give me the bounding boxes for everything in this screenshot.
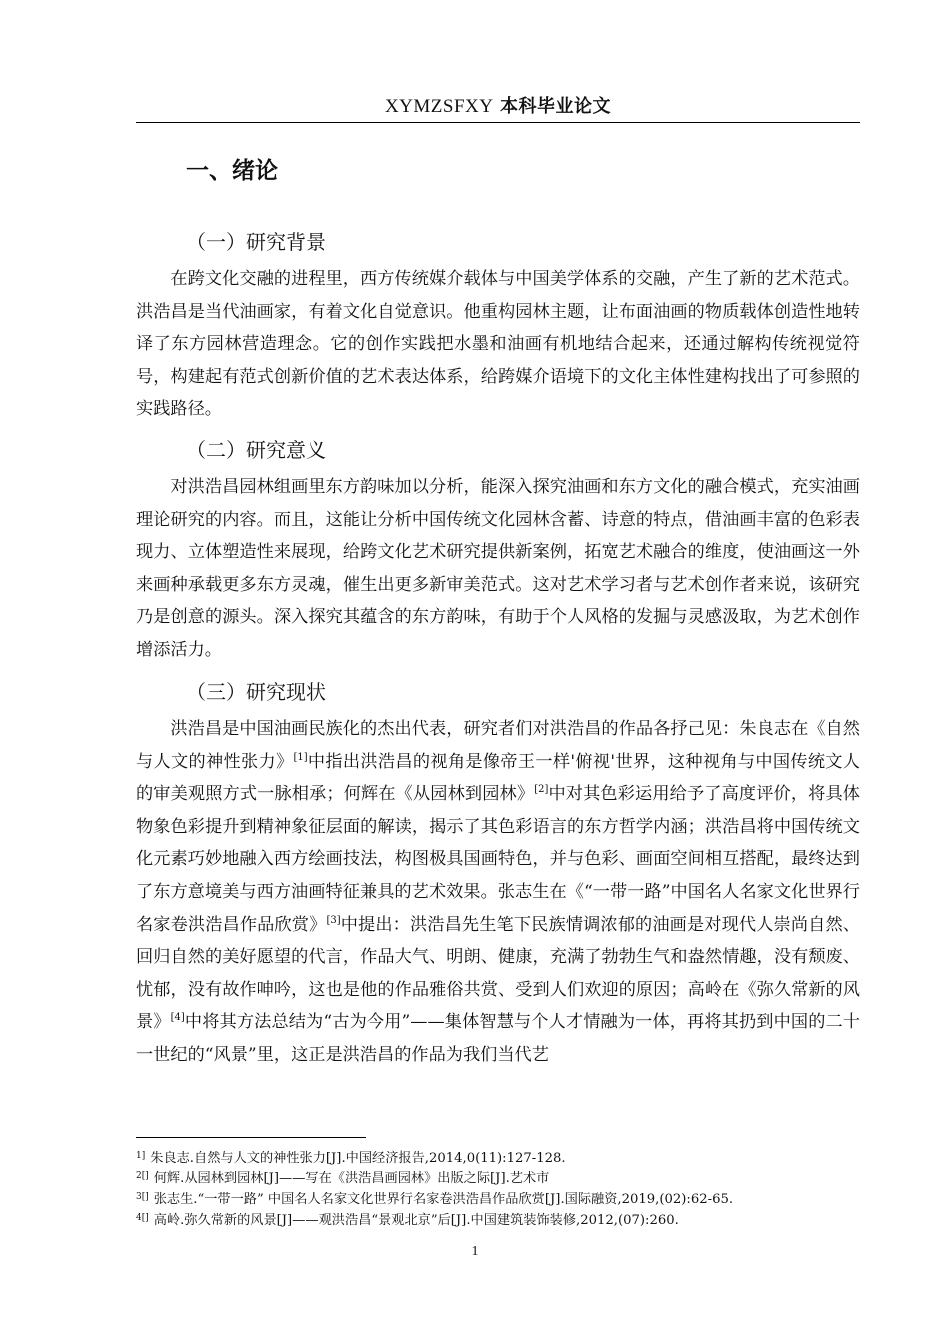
page-number: 1	[471, 1244, 479, 1259]
paragraph-status	[136, 713, 860, 1072]
header-thesis-label: 本科毕业论文	[500, 96, 612, 117]
paragraph-background: 在跨文化交融的进程里，西方传统媒介载体与中国美学体系的交融，产生了新的艺术范式。洪浩昌是当代油画家，有着文化自觉意识。他重构园林主题，让布面油画的物质载体创造性地转译了东方园林营造理念。它的创作实践把水墨和油画有机地结合起来，还通过解构传统视觉符号，构建起有范式创新价值的艺术表达体系，给跨媒介语境下的文化主体性建构找出了可参照的实践路径。	[136, 269, 860, 420]
footnote-number: 2[]	[136, 1171, 149, 1181]
citation-ref-3[interactable]: [3]	[326, 914, 341, 926]
section-heading-significance: （二）研究意义	[186, 438, 326, 462]
running-header	[136, 92, 860, 120]
footnote-2	[136, 1166, 876, 1189]
section-heading-background: （一）研究背景	[186, 230, 326, 254]
status-text-4: 中提出：洪浩昌先生笔下民族情调浓郁的油画是对现代人崇尚自然、回归自然的美好愿望的代言，作品大气、明朗、健康，充满了勃勃生气和盎然情趣，没有颓废、忧郁，没有故作呻吟，这也是他的作品雅俗共赏、受到人们欢迎的原因；高岭在《弥久常新的风景》	[136, 914, 860, 1033]
citation-ref-2[interactable]: [2]	[534, 784, 549, 796]
footnote-text: 高岭.弥久常新的风景[J]——观洪浩昌“景观北京”后[J].中国建筑装饰装修,2012,(07):260.	[153, 1213, 679, 1228]
status-text-2: 中指出洪浩昌的视角是像帝王一样'俯视'世界，这种视角与中国传统文人的审美观照方式一脉相承；何辉在《从园林到园林》	[136, 751, 860, 805]
status-text-3: 中对其色彩运用给予了高度评价，将具体物象色彩提升到精神象征层面的解读，揭示了其色彩语言的东方哲学内涵；洪浩昌将中国传统文化元素巧妙地融入西方绘画技法，构图极具国画特色，并与色彩、画面空间相互搭配，最终达到了东方意境美与西方油画特征兼具的艺术效果。张志生在《“一带一路”中国名人名家文化世界行名家卷洪浩昌作品欣赏》	[136, 784, 860, 935]
footnote-text: 张志生.“一带一路” 中国名人名家文化世界行名家卷洪浩昌作品欣赏[J].国际融资,2019,(02):62-65.	[153, 1192, 734, 1207]
paragraph-significance: 对洪浩昌园林组画里东方韵味加以分析，能深入探究油画和东方文化的融合模式，充实油画理论研究的内容。而且，这能让分析中国传统文化园林含蓄、诗意的特点，借油画丰富的色彩表现力、立体塑造性来展现，给跨文化艺术研究提供新案例，拓宽艺术融合的维度，使油画这一外来画种承载更多东方灵魂，催生出更多新审美范式。这对艺术学习者与艺术创作者来说，该研究乃是创意的源头。深入探究其蕴含的东方韵味，有助于个人风格的发掘与灵感汲取，为艺术创作增添活力。	[136, 477, 860, 660]
status-text-5: 中将其方法总结为“古为今用”——集体智慧与个人才情融为一体，再将其扔到中国的二十一世纪的“风景”里，这正是洪浩昌的作品为我们当代艺	[136, 1012, 860, 1065]
citation-ref-1[interactable]: [1]	[293, 751, 308, 763]
footnote-text: 何辉.从园林到园林[J]——写在《洪浩昌画园林》出版之际[J].艺术市	[153, 1171, 550, 1186]
chapter-title: 一、绪论	[186, 158, 278, 184]
footnote-number: 1]	[136, 1151, 146, 1161]
footnote-3	[136, 1187, 876, 1210]
section-heading-status: （三）研究现状	[186, 680, 326, 704]
header-institution-code: XYMZSFXY	[384, 96, 494, 117]
footnote-4	[136, 1208, 876, 1231]
citation-ref-4[interactable]: [4]	[170, 1012, 185, 1024]
header-divider	[136, 122, 860, 123]
status-text-1: 洪浩昌是中国油画民族化的杰出代表，研究者们对洪浩昌的作品各抒己见：朱良志在《自然与人文的神性张力》	[136, 719, 860, 772]
footnote-number: 4[]	[136, 1213, 149, 1223]
footnote-separator	[136, 1137, 366, 1138]
footnote-number: 3[]	[136, 1192, 149, 1202]
footnote-text: 朱良志.自然与人文的神性张力[J].中国经济报告,2014,0(11):127-128.	[150, 1151, 566, 1166]
